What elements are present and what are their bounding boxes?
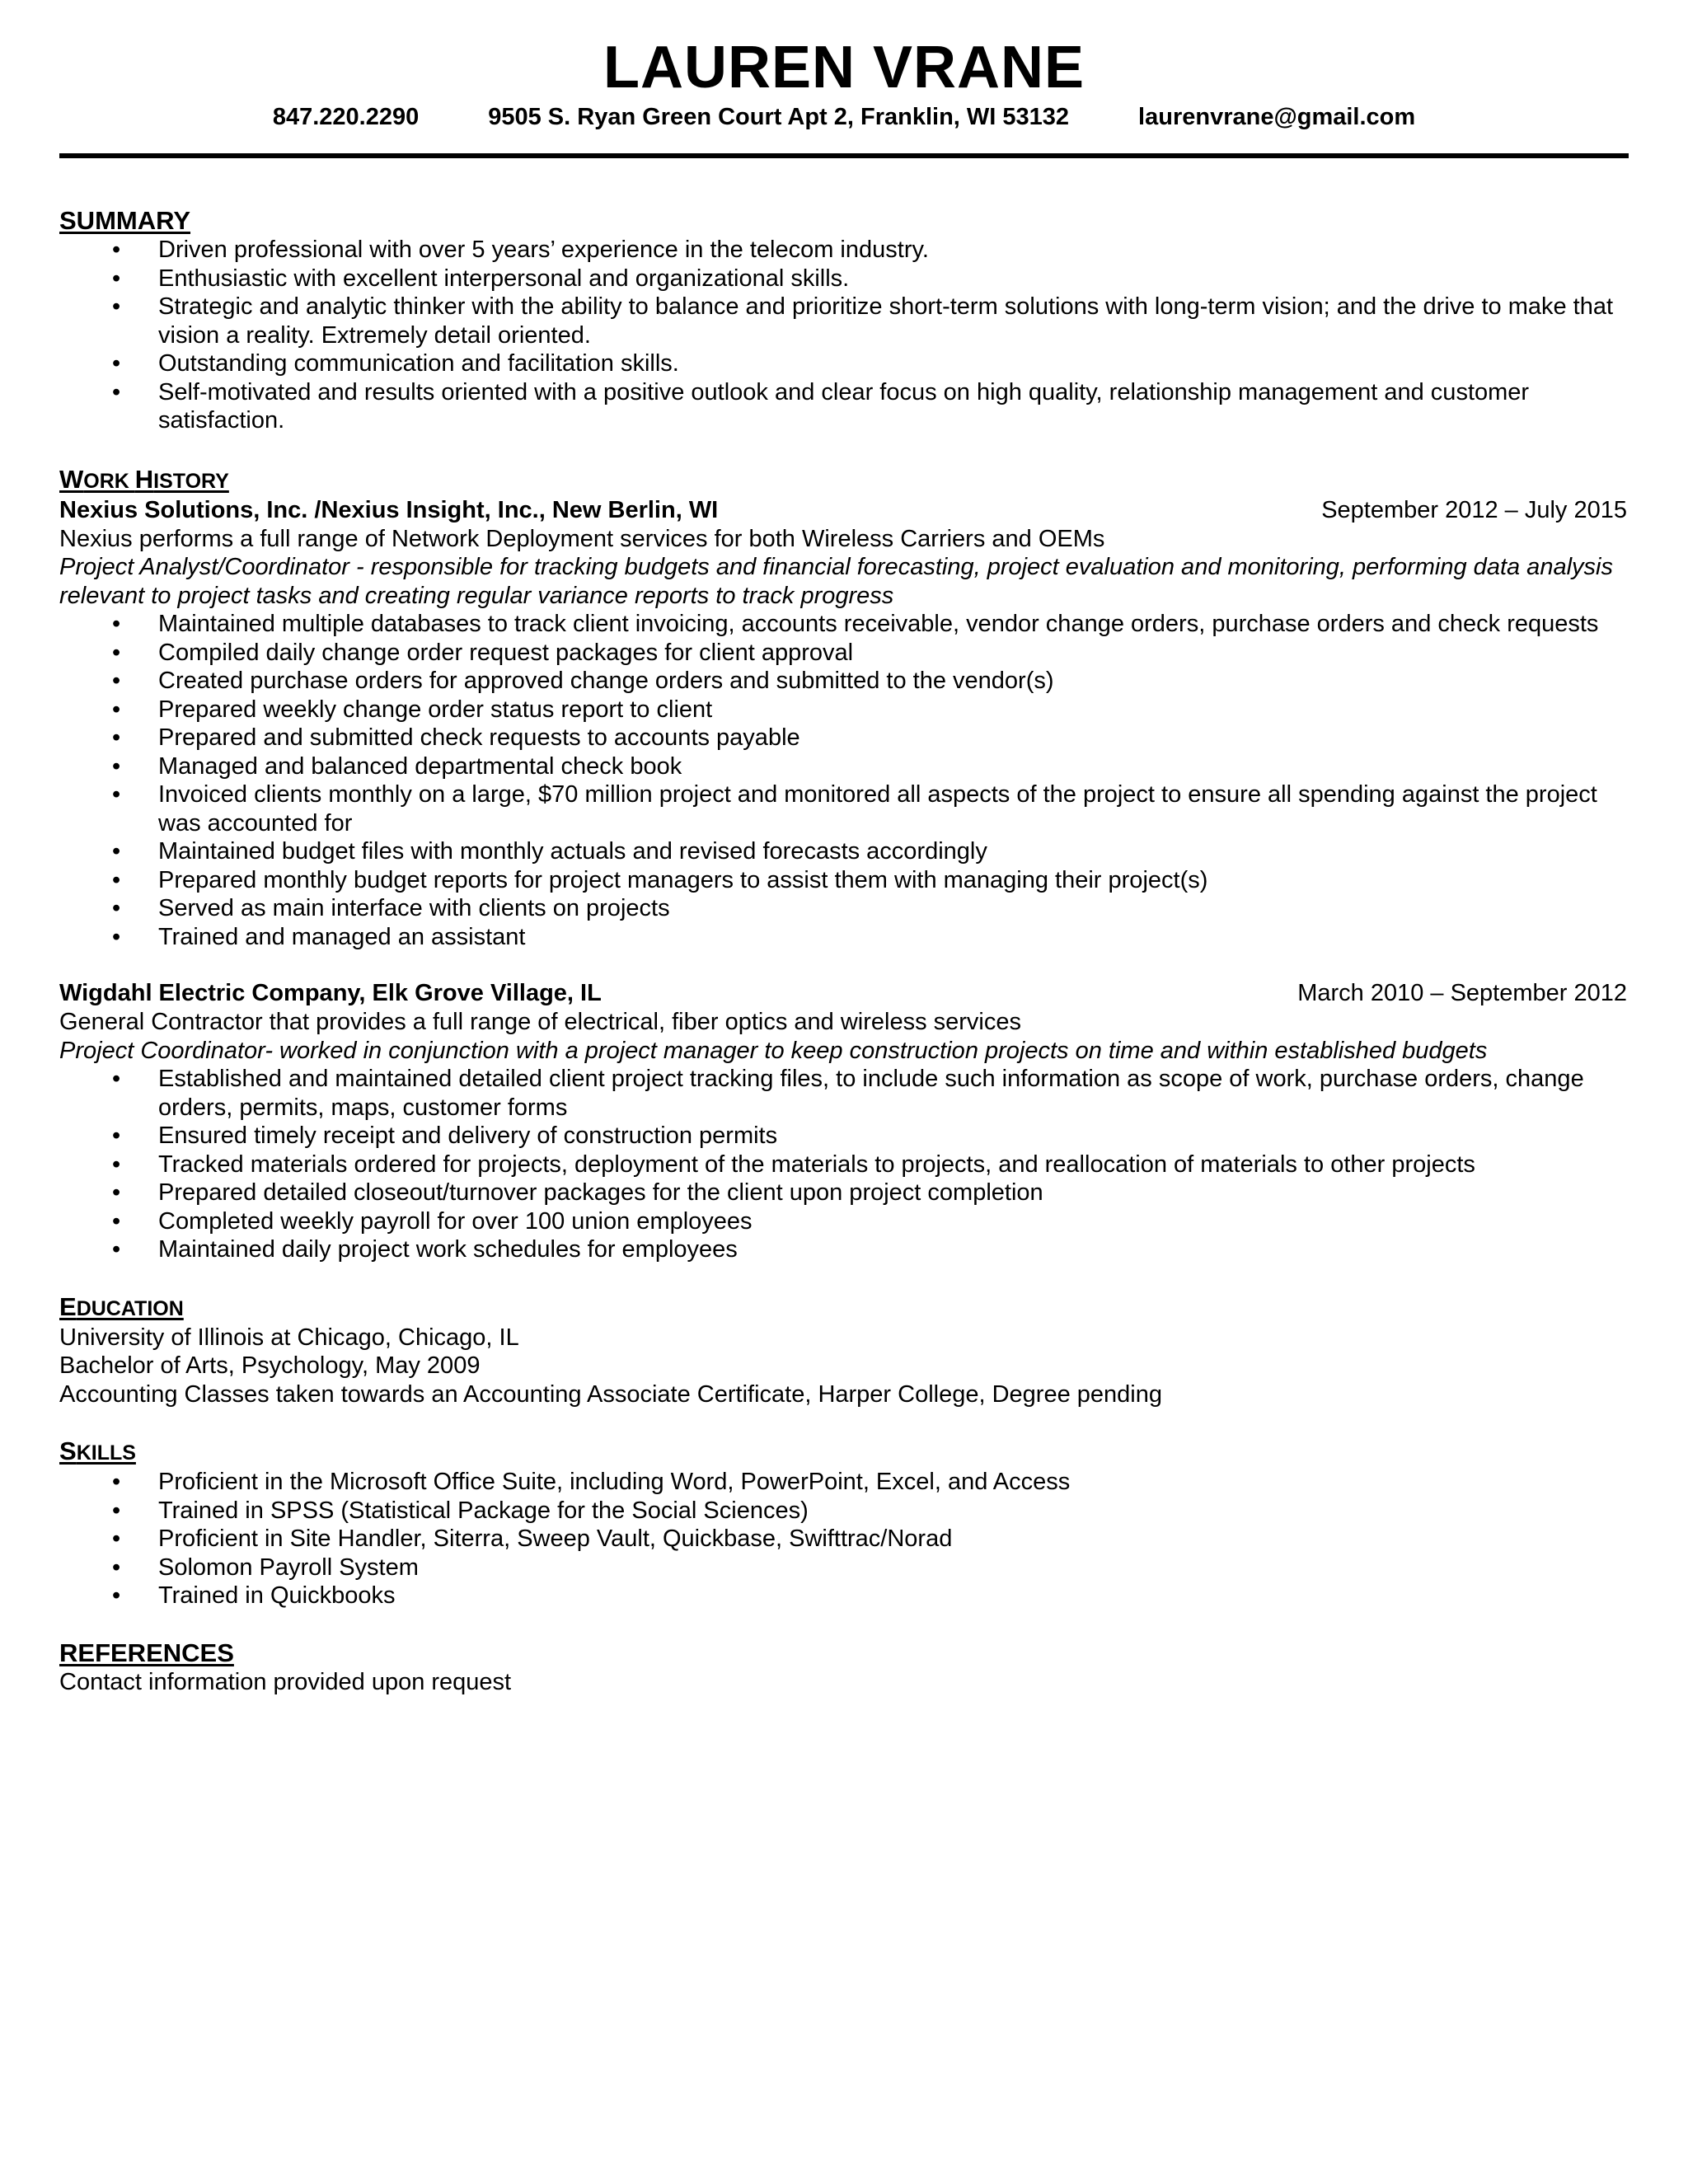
bullet-icon: •	[112, 668, 121, 694]
job-header	[59, 979, 1629, 1008]
job-dates: March 2010 – September 2012	[1297, 980, 1627, 1006]
bullet-text: Maintained daily project work schedules for employees	[158, 1236, 738, 1263]
work-history-title-h: H	[134, 464, 154, 494]
candidate-name: LAUREN VRANE	[603, 35, 1085, 101]
bullet-text: Prepared weekly change order status report to client	[158, 696, 713, 723]
bullet-text: Driven professional with over 5 years’ experience in the telecom industry.	[158, 237, 929, 263]
bullet-item	[59, 349, 1629, 378]
bullet-text: Prepared and submitted check requests to accounts payable	[158, 724, 800, 751]
bullet-item	[59, 1582, 1629, 1610]
work-history-title-istory: ISTORY	[153, 469, 229, 493]
bullet-icon: •	[112, 838, 121, 865]
bullet-text: Invoiced clients monthly on a large, $70 million project and monitored all aspects of the project to ensure all spending against the project was accounted for	[158, 781, 1597, 837]
bullet-text: Maintained budget files with monthly actuals and revised forecasts accordingly	[158, 838, 987, 865]
summary-section	[59, 206, 1629, 435]
job-role: Project Analyst/Coordinator - responsible for tracking budgets and financial forecasting, project evaluation and monitoring, performing data analysis relevant to project tasks and creating regular variance reports to track progress	[59, 554, 1613, 609]
job-role: Project Coordinator- worked in conjunction with a project manager to keep construction projects on time and within established budgets	[59, 1037, 1488, 1064]
bullet-item	[59, 1065, 1629, 1122]
bullet-item	[59, 724, 1629, 752]
bullet-icon: •	[112, 895, 121, 921]
bullet-item	[59, 265, 1629, 293]
bullet-icon: •	[112, 1207, 121, 1235]
job-duties-list	[59, 1065, 1629, 1264]
bullet-item	[59, 1554, 1629, 1582]
bullet-text: Managed and balanced departmental check book	[158, 752, 682, 780]
summary-list	[59, 236, 1629, 435]
bullet-text: Strategic and analytic thinker with the ability to balance and prioritize short-term solutions with long-term vision; and the drive to make that vision a reality. Extremely detail oriented.	[158, 293, 1614, 349]
bullet-item	[59, 1207, 1629, 1236]
bullet-item	[59, 1525, 1629, 1554]
bullet-icon: •	[112, 1066, 121, 1092]
job-entry	[59, 496, 1629, 952]
skills-title-s: S	[59, 1436, 77, 1465]
education-line: Accounting Classes taken towards an Accounting Associate Certificate, Harper College, Degree pending	[59, 1380, 1162, 1408]
job-description: Nexius performs a full range of Network Deployment services for both Wireless Carriers and OEMs	[59, 525, 1105, 552]
bullet-item	[59, 293, 1629, 349]
bullet-icon: •	[112, 1526, 121, 1552]
work-history-title-w: W	[59, 464, 84, 494]
bullet-icon: •	[112, 611, 121, 637]
skills-title-rest: KILLS	[76, 1441, 136, 1465]
bullet-text: Outstanding communication and facilitation skills.	[158, 350, 679, 377]
resume-page	[59, 33, 1629, 1696]
bullet-item	[59, 1235, 1629, 1264]
bullet-item	[59, 1151, 1629, 1179]
bullet-text: Compiled daily change order request packages for client approval	[158, 639, 854, 666]
bullet-item	[59, 696, 1629, 724]
bullet-text: Served as main interface with clients on projects	[158, 895, 670, 921]
skills-title	[59, 1436, 1629, 1468]
bullet-icon: •	[112, 1236, 121, 1263]
bullet-text: Proficient in Site Handler, Siterra, Sweep Vault, Quickbase, Swifttrac/Norad	[158, 1526, 953, 1552]
bullet-icon: •	[112, 1469, 121, 1495]
bullet-item	[59, 894, 1629, 923]
bullet-item	[59, 236, 1629, 265]
bullet-icon: •	[112, 350, 121, 377]
bullet-text: Tracked materials ordered for projects, deployment of the materials to projects, and reallocation of materials to other projects	[158, 1151, 1475, 1178]
bullet-text: Completed weekly payroll for over 100 union employees	[158, 1207, 753, 1235]
bullet-item	[59, 752, 1629, 781]
bullet-item	[59, 837, 1629, 866]
references-title: REFERENCES	[59, 1638, 234, 1667]
summary-title: SUMMARY	[59, 206, 191, 235]
job-company: Wigdahl Electric Company, Elk Grove Village, IL	[59, 980, 602, 1006]
education-title-e: E	[59, 1291, 77, 1321]
bullet-icon: •	[112, 265, 121, 292]
bullet-text: Enthusiastic with excellent interpersonal and organizational skills.	[158, 265, 850, 292]
job-description: General Contractor that provides a full range of electrical, fiber optics and wireless services	[59, 1009, 1021, 1035]
bullet-icon: •	[112, 1151, 121, 1178]
bullet-text: Created purchase orders for approved change orders and submitted to the vendor(s)	[158, 668, 1054, 694]
bullet-icon: •	[112, 724, 121, 751]
education-line: Bachelor of Arts, Psychology, May 2009	[59, 1352, 481, 1379]
bullet-text: Maintained multiple databases to track client invoicing, accounts receivable, vendor change orders, purchase orders and check requests	[158, 611, 1599, 637]
bullet-icon: •	[112, 752, 121, 780]
bullet-item	[59, 923, 1629, 952]
work-history-title-ork: ORK	[83, 469, 135, 493]
bullet-text: Prepared detailed closeout/turnover packages for the client upon project completion	[158, 1179, 1043, 1206]
bullet-item	[59, 1497, 1629, 1526]
bullet-icon: •	[112, 866, 121, 893]
bullet-item	[59, 866, 1629, 895]
phone-number: 847.220.2290	[272, 104, 420, 130]
bullet-icon: •	[112, 1582, 121, 1609]
bullet-item	[59, 378, 1629, 435]
work-history-title	[59, 465, 1629, 496]
education-title	[59, 1292, 1629, 1324]
bullet-text: Prepared monthly budget reports for project managers to assist them with managing their project(s)	[158, 866, 1208, 893]
bullet-item	[59, 667, 1629, 696]
bullet-icon: •	[112, 639, 121, 666]
bullet-text: Proficient in the Microsoft Office Suite, including Word, PowerPoint, Excel, and Access	[158, 1469, 1071, 1495]
references-text: Contact information provided upon request	[59, 1668, 512, 1695]
references-section	[59, 1638, 1629, 1697]
bullet-text: Trained in Quickbooks	[158, 1582, 396, 1609]
job-header	[59, 496, 1629, 525]
bullet-text: Established and maintained detailed client project tracking files, to include such information as scope of work, purchase orders, change orders, permits, maps, customer forms	[158, 1066, 1584, 1121]
job-duties-list	[59, 610, 1629, 951]
bullet-icon: •	[112, 1497, 121, 1524]
bullet-text: Self-motivated and results oriented with a positive outlook and clear focus on high quality, relationship management and customer satisfaction.	[158, 378, 1530, 434]
bullet-icon: •	[112, 1122, 121, 1149]
bullet-item	[59, 1179, 1629, 1207]
bullet-icon: •	[112, 1554, 121, 1581]
bullet-icon: •	[112, 1179, 121, 1206]
bullet-item	[59, 780, 1629, 837]
bullet-icon: •	[112, 237, 121, 263]
work-history-section	[59, 465, 1629, 1264]
header-divider	[59, 153, 1629, 158]
bullet-icon: •	[112, 696, 121, 723]
address: 9505 S. Ryan Green Court Apt 2, Franklin, WI 53132	[488, 104, 1070, 130]
bullet-icon: •	[112, 781, 121, 808]
education-title-rest: DUCATION	[76, 1296, 184, 1320]
bullet-item	[59, 639, 1629, 668]
contact-line	[59, 102, 1629, 132]
bullet-icon: •	[112, 293, 121, 320]
bullet-icon: •	[112, 378, 121, 405]
skills-section	[59, 1436, 1629, 1610]
job-dates: September 2012 – July 2015	[1321, 496, 1627, 523]
bullet-item	[59, 1122, 1629, 1151]
job-company: Nexius Solutions, Inc. /Nexius Insight, Inc., New Berlin, WI	[59, 496, 719, 523]
bullet-item	[59, 1468, 1629, 1497]
email-address: laurenvrane@gmail.com	[1138, 104, 1416, 130]
education-line: University of Illinois at Chicago, Chicago, IL	[59, 1324, 519, 1351]
bullet-text: Solomon Payroll System	[158, 1554, 419, 1581]
bullet-icon: •	[112, 923, 121, 950]
bullet-item	[59, 610, 1629, 639]
education-section	[59, 1292, 1629, 1409]
bullet-text: Ensured timely receipt and delivery of construction permits	[158, 1122, 778, 1149]
job-entry	[59, 979, 1629, 1264]
skills-list	[59, 1468, 1629, 1610]
bullet-text: Trained in SPSS (Statistical Package for the Social Sciences)	[158, 1497, 809, 1524]
bullet-text: Trained and managed an assistant	[158, 923, 526, 950]
